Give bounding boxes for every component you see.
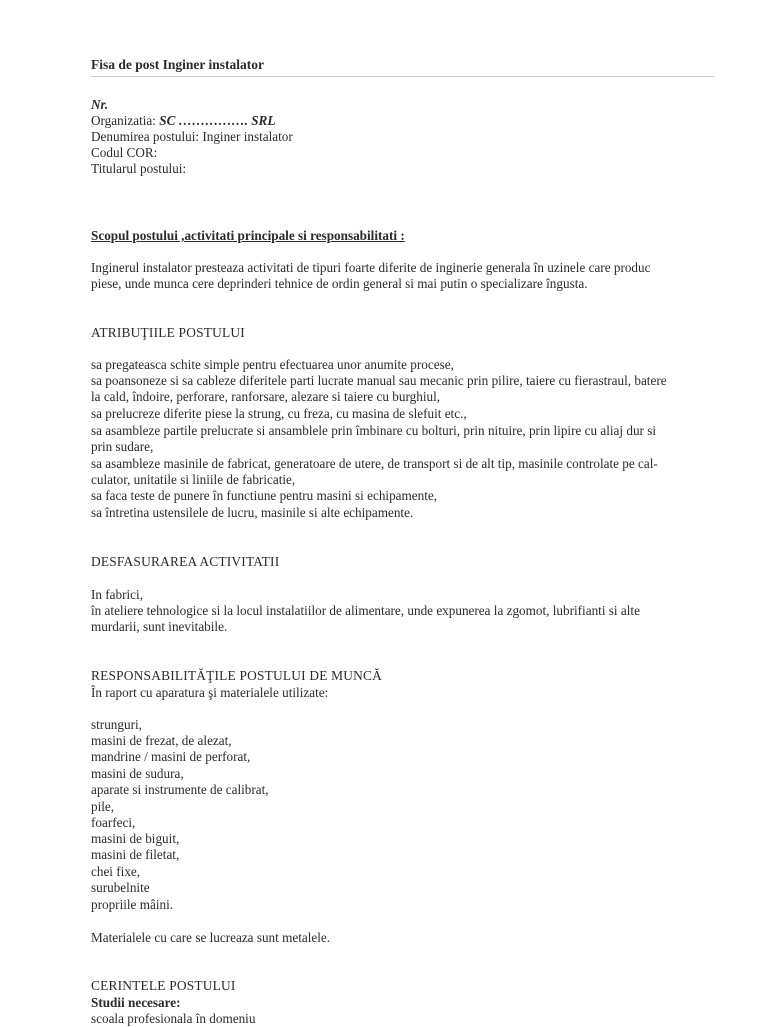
attribute-line: sa prelucreze diferite piese la strung, cu freza, cu masina de slefuit etc., (91, 406, 467, 421)
equipment-item: strunguri, (91, 717, 142, 732)
responsibilities-heading: RESPONSABILITĂŢILE POSTULUI DE MUNCĂ (91, 668, 383, 683)
organization-label: Organizatia: (91, 113, 160, 128)
studies-label: Studii necesare: (91, 995, 181, 1010)
nr-label: Nr. (91, 97, 109, 112)
scope-text-line-2: piese, unde munca cere deprinderi tehnice de ordin general si mai putin o specializare îngusta. (91, 276, 588, 291)
activity-heading: DESFASURAREA ACTIVITATII (91, 554, 280, 569)
equipment-item: chei fixe, (91, 864, 141, 879)
activity-line: murdarii, sunt inevitabile. (91, 619, 228, 634)
attribute-line: sa faca teste de punere în functiune pentru masini si echipamente, (91, 488, 438, 503)
equipment-item: masini de frezat, de alezat, (91, 733, 232, 748)
attribute-line: prin sudare, (91, 439, 154, 454)
equipment-item: pile, (91, 799, 115, 814)
equipment-item: surubelnite (91, 880, 150, 895)
attribute-line: sa asambleze partile prelucrate si ansamblele prin îmbinare cu bolturi, prin nituire, prin lipire cu aliaj dur si (91, 423, 657, 438)
attribute-line: la cald, îndoire, perforare, ranforsare, alezare si taiere cu burghiul, (91, 389, 441, 404)
equipment-item: foarfeci, (91, 815, 136, 830)
responsibilities-intro: În raport cu aparatura şi materialele utilizate: (91, 685, 329, 700)
equipment-item: masini de biguit, (91, 831, 180, 846)
materials-line: Materialele cu care se lucreaza sunt metalele. (91, 930, 331, 945)
scope-text-line-1: Inginerul instalator presteaza activitati de tipuri foarte diferite de inginerie generala în uzinele care produc (91, 260, 651, 275)
equipment-item: masini de sudura, (91, 766, 184, 781)
attribute-line: sa poansoneze si sa cableze diferitele parti lucrate manual sau mecanic prin pilire, taiere cu fierastraul, batere (91, 373, 667, 388)
attribute-line: sa asambleze masinile de fabricat, generatoare de utere, de transport si de alt tip, masinile controlate pe cal- (91, 456, 658, 471)
post-holder: Titularul postului: (91, 161, 187, 176)
title-divider (91, 76, 714, 77)
activity-line: In fabrici, (91, 587, 143, 602)
document-title: Fisa de post Inginer instalator (91, 57, 265, 72)
post-name: Denumirea postului: Inginer instalator (91, 129, 293, 144)
cor-code: Codul COR: (91, 145, 158, 160)
attribute-line: culator, unitatile si liniile de fabricatie, (91, 472, 296, 487)
equipment-item: mandrine / masini de perforat, (91, 749, 251, 764)
attribute-line: sa întretina ustensilele de lucru, masinile si alte echipamente. (91, 505, 414, 520)
attribute-line: sa pregateasca schite simple pentru efectuarea unor anumite procese, (91, 357, 454, 372)
organization-value: SC ……………. SRL (159, 113, 276, 128)
equipment-item: masini de filetat, (91, 847, 180, 862)
attributes-heading: ATRIBUŢIILE POSTULUI (91, 325, 245, 340)
scope-heading: Scopul postului ,activitati principale si responsabilitati : (91, 228, 405, 243)
organization-line (91, 113, 275, 129)
equipment-item: propriile mâini. (91, 897, 174, 912)
equipment-item: aparate si instrumente de calibrat, (91, 782, 269, 797)
activity-line: în ateliere tehnologice si la locul instalatiilor de alimentare, unde expunerea la zgomot, lubrifianti si alte (91, 603, 640, 618)
requirements-heading: CERINTELE POSTULUI (91, 978, 236, 993)
studies-value: scoala profesionala în domeniu (91, 1011, 256, 1026)
